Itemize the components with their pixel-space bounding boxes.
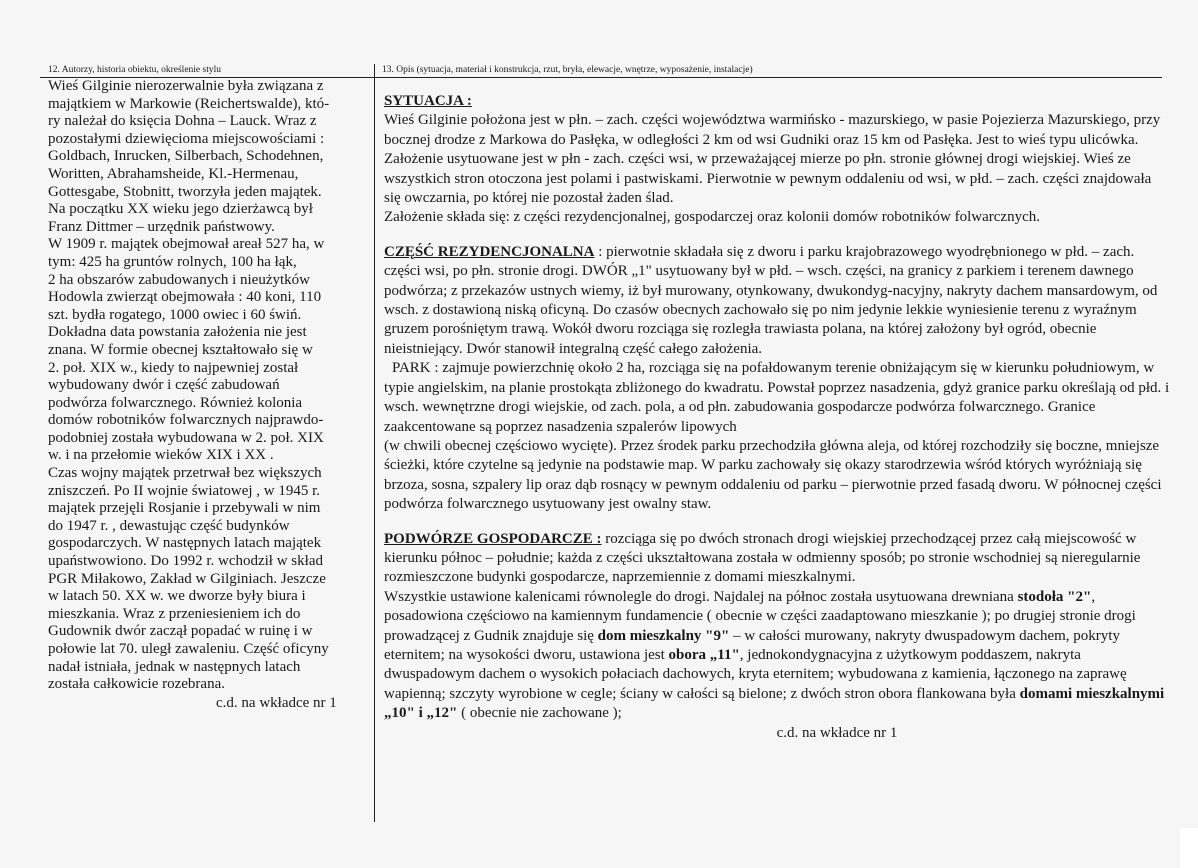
header-authors-history: 12. Autorzy, historia obiektu, określenie stylu	[48, 65, 221, 75]
history-line: Czas wojny majątek przetrwał bez większych	[48, 465, 322, 482]
history-line: Gottesgabe, Stobnitt, tworzyła jeden majątek.	[48, 183, 322, 200]
history-line: tym: 425 ha gruntów rolnych, 100 ha łąk,	[48, 253, 297, 270]
history-line: w latach 50. XX w. we dworze były biura i	[48, 588, 306, 605]
history-line: znana. W formie obecnej kształtowało się w	[48, 341, 313, 358]
history-line: 2. poł. XIX w., kiedy to najpewniej został	[48, 359, 299, 376]
podworze-text: Wszystkie ustawione kalenicami równolegle do drogi. Najdalej na północ została usytuowana drewniana	[384, 588, 1018, 605]
history-line: majątek przejęli Rosjanie i przebywali w nim	[48, 500, 321, 517]
history-line: PGR Miłakowo, Zakład w Gilginiach. Jeszcze	[48, 570, 326, 587]
rezydencjonalna-text: : pierwotnie składała się z dworu i parku krajobrazowego wyodrębnionego w płd. – zach. części wsi, po płn. stronie drogi. DWÓR „1" usytuowany był w płd. – wsch. części, na granicy z parkiem i terenem dawnego podwórza; z przekazów ustnych wiemy, iż był murowany, otynkowany, dwukondyg-nacyjny, nakryty dachem mansardowym, od wsch. z dostawioną niską oficyną. Do czasów obecnych zachowało się po nim jedynie lekkie wyniesienie terenu z wyraźnym gruzem porośniętym trawą. Wokół dworu rozciąga się rozległa trawiasta polana, na której założony był ogród, obecnie nieistniejący. Dwór stanowił integralną część całego założenia.	[384, 243, 1158, 357]
sytuacja-paragraph: Założenie składa się: z części rezydencjonalnej, gospodarczej oraz kolonii domów robotników folwarcznych.	[384, 209, 1040, 226]
history-line: nadał istniała, jednak w następnych latach	[48, 658, 301, 675]
history-line: Dokładna data powstania założenia nie jest	[48, 324, 307, 341]
history-line: Goldbach, Inrucken, Silberbach, Schodehnen,	[48, 148, 324, 165]
park-text: : zajmuje powierzchnię około 2 ha, rozciąga się na pofałdowanym terenie obniżającym się w kierunku południowym, w typie angielskim, na planie prostokąta zbliżonego do kwadratu. Powstał poprzez nasadzenia, gdyż granice parku określają od płd. i wsch. wewnętrzne drogi wiejskie, od zach. pola, a od płn. zabudowania gospodarcze podwórza folwarcznego. Granice zaakcentowane są poprzez nasadzenia szpalerów lipowych	[384, 360, 1170, 435]
history-line: Hodowla zwierząt obejmowała : 40 koni, 110	[48, 289, 322, 306]
history-line: wybudowany dwór i część zabudowań	[48, 377, 280, 394]
history-line: domów robotników folwarcznych najprawdo-	[48, 412, 324, 429]
sytuacja-paragraph: Wieś Gilginie położona jest w płn. – zach. części województwa warmińsko - mazurskiego, w pasie Pojezierza Mazurskiego, przy bocznej drodze z Markowa do Pasłęka, w odległości 2 km od wsi Gudniki oraz 15 km od Pasłęka. Jest to wieś typu ulicówka.	[384, 112, 1161, 148]
section-rezydencjonalna	[384, 243, 1170, 515]
history-line: zniszczeń. Po II wojnie światowej , w 1945 r.	[48, 482, 321, 499]
dom-9-label: dom mieszkalny "9"	[597, 627, 730, 644]
header-description: 13. Opis (sytuacja, materiał i konstrukcja, rzut, bryła, elewacje, wnętrze, wyposażenie, instalacje)	[382, 65, 753, 75]
column-divider	[374, 64, 375, 822]
podworze-text: rozciąga się po dwóch stronach drogi wiejskiej przechodzącej przez całą miejscowość w kierunku północ – południe; każda z części ukształtowana została w odmienny sposób; po stronie wschodniej są nieregularnie rozmieszczone budynki gospodarcze, naprzemiennie z domami mieszkalnymi.	[384, 530, 1141, 586]
rezydencjonalna-title: CZĘŚĆ REZYDENCJONALNA	[384, 243, 595, 260]
podworze-text: ( obecnie nie zachowane );	[457, 705, 622, 722]
history-line: została całkowicie rozebrana.	[48, 676, 225, 693]
podworze-title: PODWÓRZE GOSPODARCZE :	[384, 530, 602, 547]
history-line: podwórza folwarcznego. Również kolonia	[48, 394, 303, 411]
section-podworze	[384, 530, 1170, 743]
section-sytuacja	[384, 92, 1170, 228]
history-line: Wieś Gilginie nierozerwalnie była związana z	[48, 78, 324, 94]
history-line: szt. bydła rogatego, 1000 owiec i 60 świń.	[48, 306, 302, 323]
podworze-text: , jednokondygnacyjna z użytkowym poddaszem, nakryta dwuspadowym dachem o wysokich połaciach dachowych, kryta eternitem; wybudowana z kamienia, łączonego na zaprawę wapienną; szczyty wyrobione w cegle; ściany w całości są bielone; z dwóch stron obora flankowana była	[384, 646, 1127, 702]
history-line: Na początku XX wieku jego dzierżawcą był	[48, 201, 313, 218]
domy-10-12-label: domami mieszkalnymi „10" i „12"	[384, 685, 1165, 722]
history-line: podobniej została wybudowana w 2. poł. XIX	[48, 429, 324, 446]
history-line: 2 ha obszarów zabudowanych i nieużytków	[48, 271, 311, 288]
park-label: PARK	[392, 360, 431, 377]
history-line: Gudownik dwór zaczął popadać w ruinę i w	[48, 623, 313, 640]
history-line: mieszkania. Wraz z przeniesieniem ich do	[48, 605, 301, 622]
form-sheet	[40, 64, 1190, 824]
history-line: w. i na przełomie wieków XIX i XX .	[48, 447, 274, 464]
history-line: majątkiem w Markowie (Reichertswalde), któ-	[48, 95, 330, 112]
sytuacja-title: SYTUACJA :	[384, 93, 472, 109]
history-line: do 1947 r. , dewastując część budynków	[48, 517, 290, 534]
history-line: W 1909 r. majątek obejmował areał 527 ha, w	[48, 236, 325, 253]
history-line: pozostałymi dziewięcioma miejscowościami :	[48, 130, 325, 147]
stodola-2-label: stodoła "2"	[1017, 588, 1092, 605]
page-corner	[1180, 828, 1198, 868]
park-text-continued: (w chwili obecnej częściowo wycięte). Przez środek parku przechodziła główna aleja, od której rozchodziły się boczne, mniejsze ścieżki, które czytelne są jedynie na podstawie map. W parku zachowały się okazy starodrzewia wśród których wyróżniają się brzoza, sosna, szpalery lip oraz dąb rosnący w pewnym oddaleniu od parku – pierwotnie przed fasadą dworu. W północnej części podwórza folwarcznego usytuowany jest owalny staw.	[384, 437, 1162, 513]
description-column	[384, 92, 1170, 758]
obora-11-label: obora „11"	[668, 646, 740, 663]
podworze-text: , posadowiona częściowo na kamiennym fundamencie ( obecnie w części zaadaptowano mieszkanie ); po drugiej stronie drogi prowadzącej z Gudnik znajduje się	[384, 588, 1136, 644]
history-line: połowie lat 70. uległ zawaleniu. Część oficyny	[48, 641, 329, 657]
podworze-text: – w całości murowany, nakryty dwuspadowym dachem, pokryty eternitem; na wysokości dworu, ustawiona jest	[384, 627, 1120, 663]
history-continued-note: c.d. na wkładce nr 1	[216, 694, 337, 711]
description-continued-note: c.d. na wkładce nr 1	[776, 724, 898, 741]
history-line: upaństwowiono. Do 1992 r. wchodził w skład	[48, 553, 323, 570]
history-line: Franz Dittmer – urzędnik państwowy.	[48, 218, 275, 235]
history-line: ry należał do księcia Dohna – Lauck. Wraz z	[48, 113, 317, 130]
history-line: gospodarczych. W następnych latach majątek	[48, 535, 322, 552]
history-line: Woritten, Abrahamsheide, Kl.-Hermenau,	[48, 165, 299, 182]
sytuacja-paragraph: Założenie usytuowane jest w płn - zach. części wsi, w przeważającej mierze po płn. stronie głównej drogi wiejskiej. Wieś ze wszystkich stron otoczona jest polami i pastwiskami. Pierwotnie w pewnym oddaleniu od wsi, w płd. – zach. części znajdowała się owczarnia, po której nie pozostał żaden ślad.	[384, 151, 1152, 207]
history-column	[48, 78, 368, 712]
